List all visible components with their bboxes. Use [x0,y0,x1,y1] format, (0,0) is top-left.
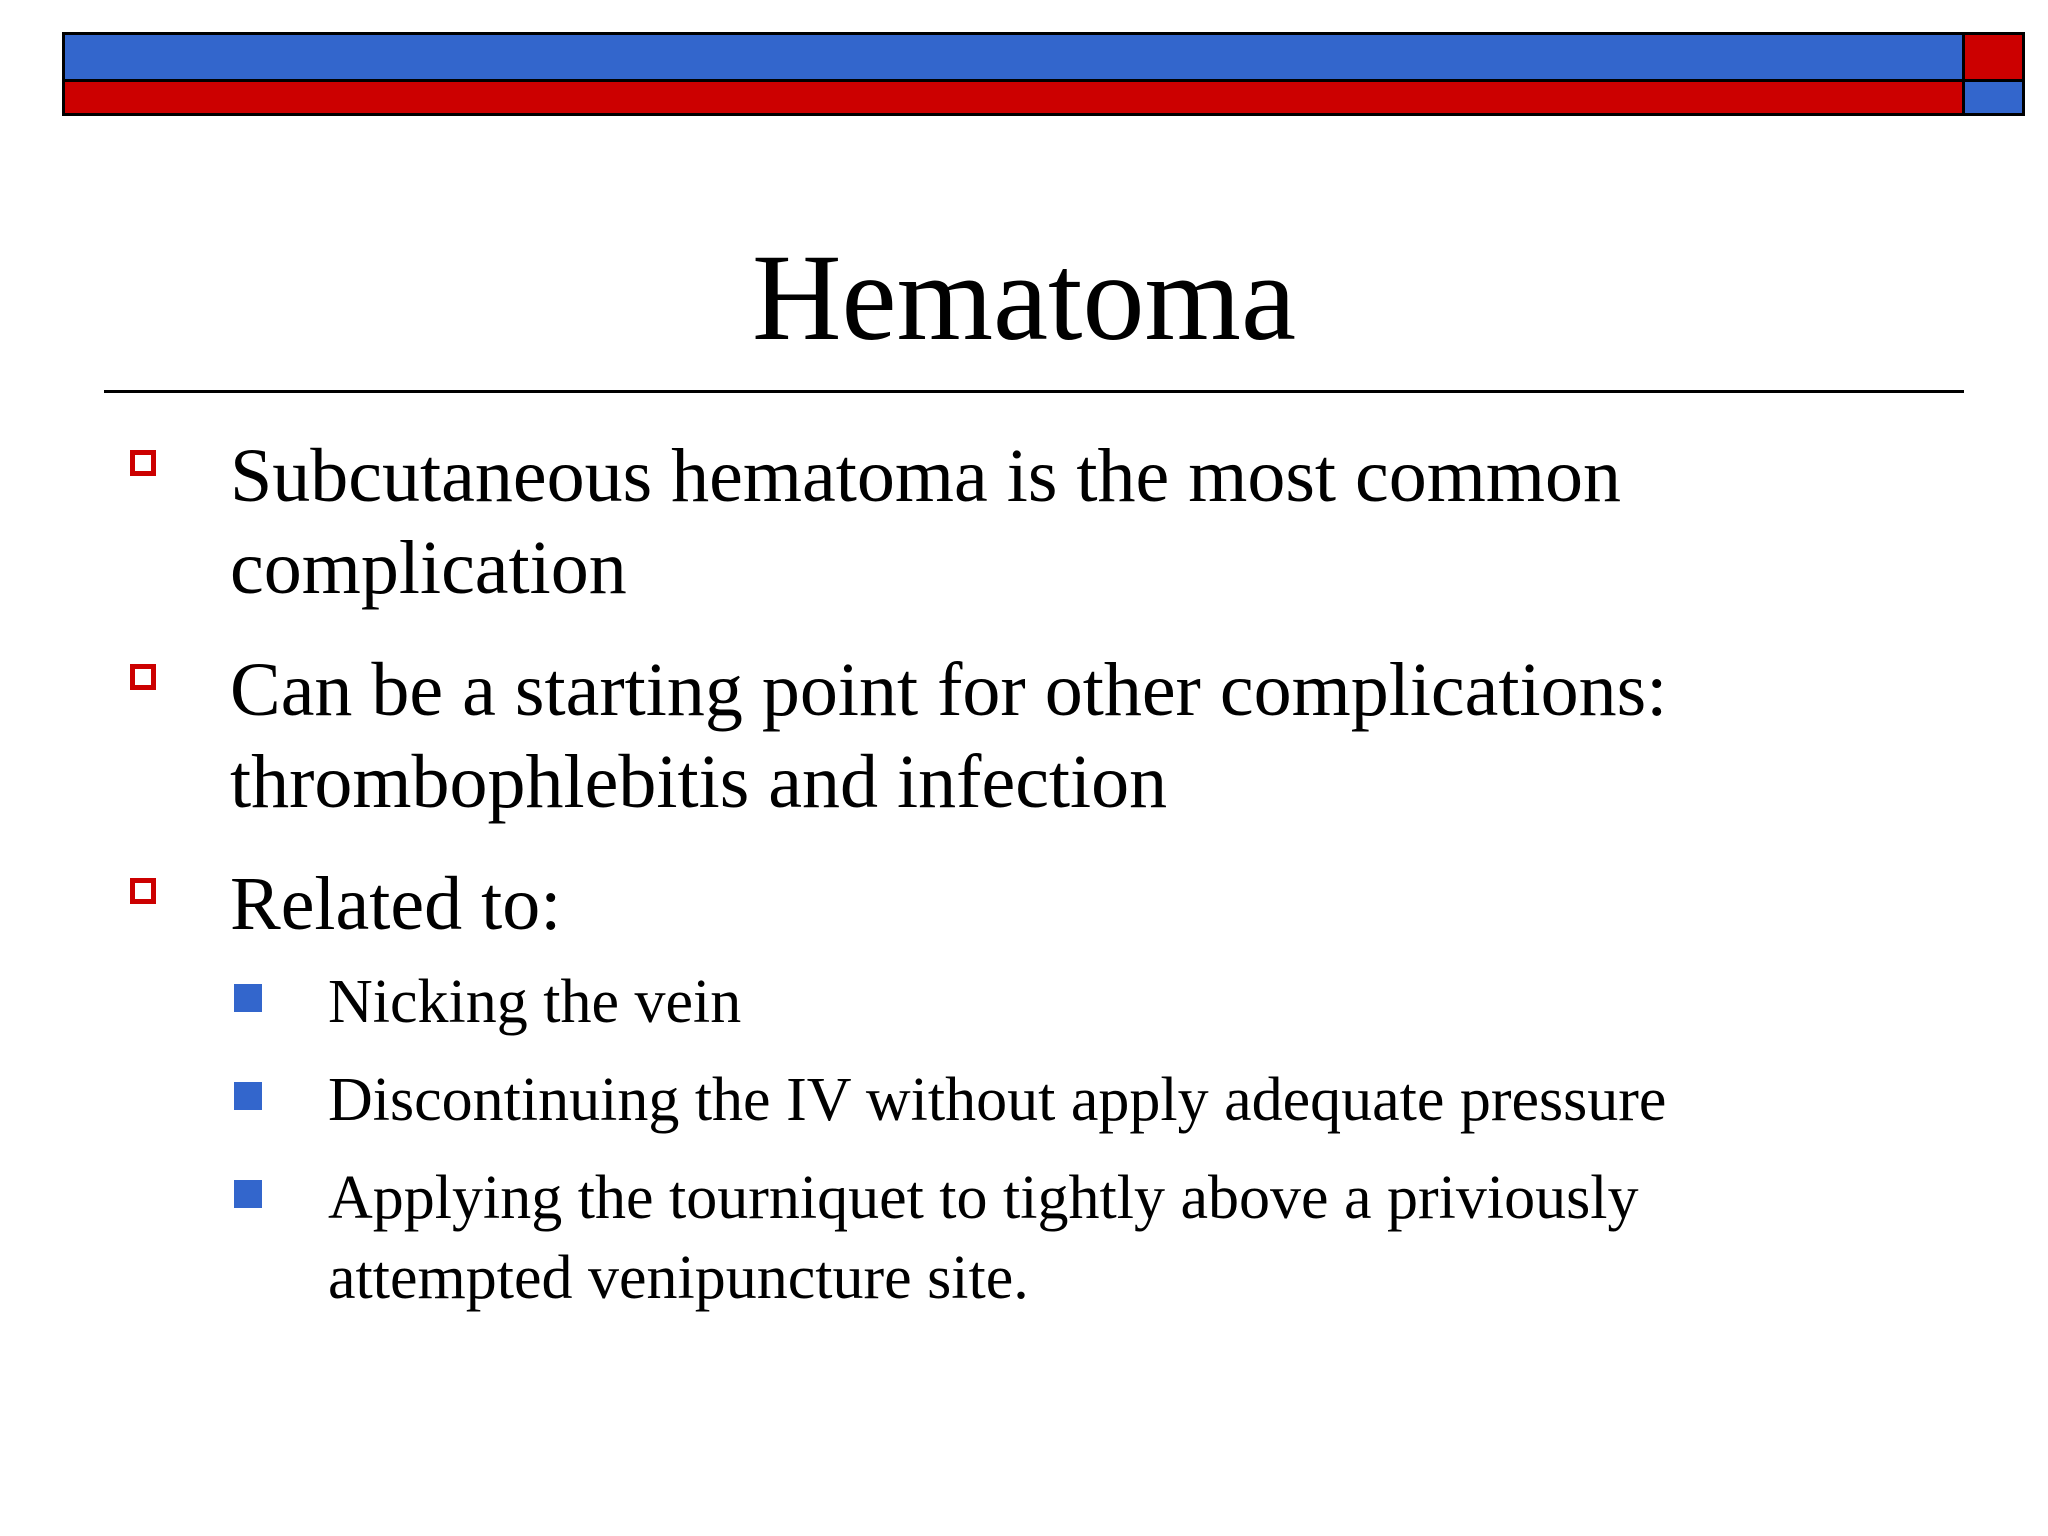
filled-square-bullet-icon [234,1082,262,1110]
bullet-item: Can be a starting point for other complications: thrombophlebitis and infection [230,648,1668,824]
sub-bullet-item: Discontinuing the IV without apply adequate pressure [328,1066,1667,1134]
slide-title: Hematoma [751,229,1296,366]
filled-square-bullet-icon [234,1180,262,1208]
sub-bullet-item: Applying the tourniquet to tightly above a priviously attempted venipuncture site. [328,1164,1639,1312]
bullet-item: Related to: [230,862,562,946]
hollow-square-bullet-icon [130,450,156,476]
filled-square-bullet-icon [234,984,262,1012]
sub-bullet-item: Nicking the vein [328,968,742,1036]
hollow-square-bullet-icon [130,664,156,690]
bullet-item: Subcutaneous hematoma is the most common complication [230,434,1622,610]
hollow-square-bullet-icon [130,878,156,904]
